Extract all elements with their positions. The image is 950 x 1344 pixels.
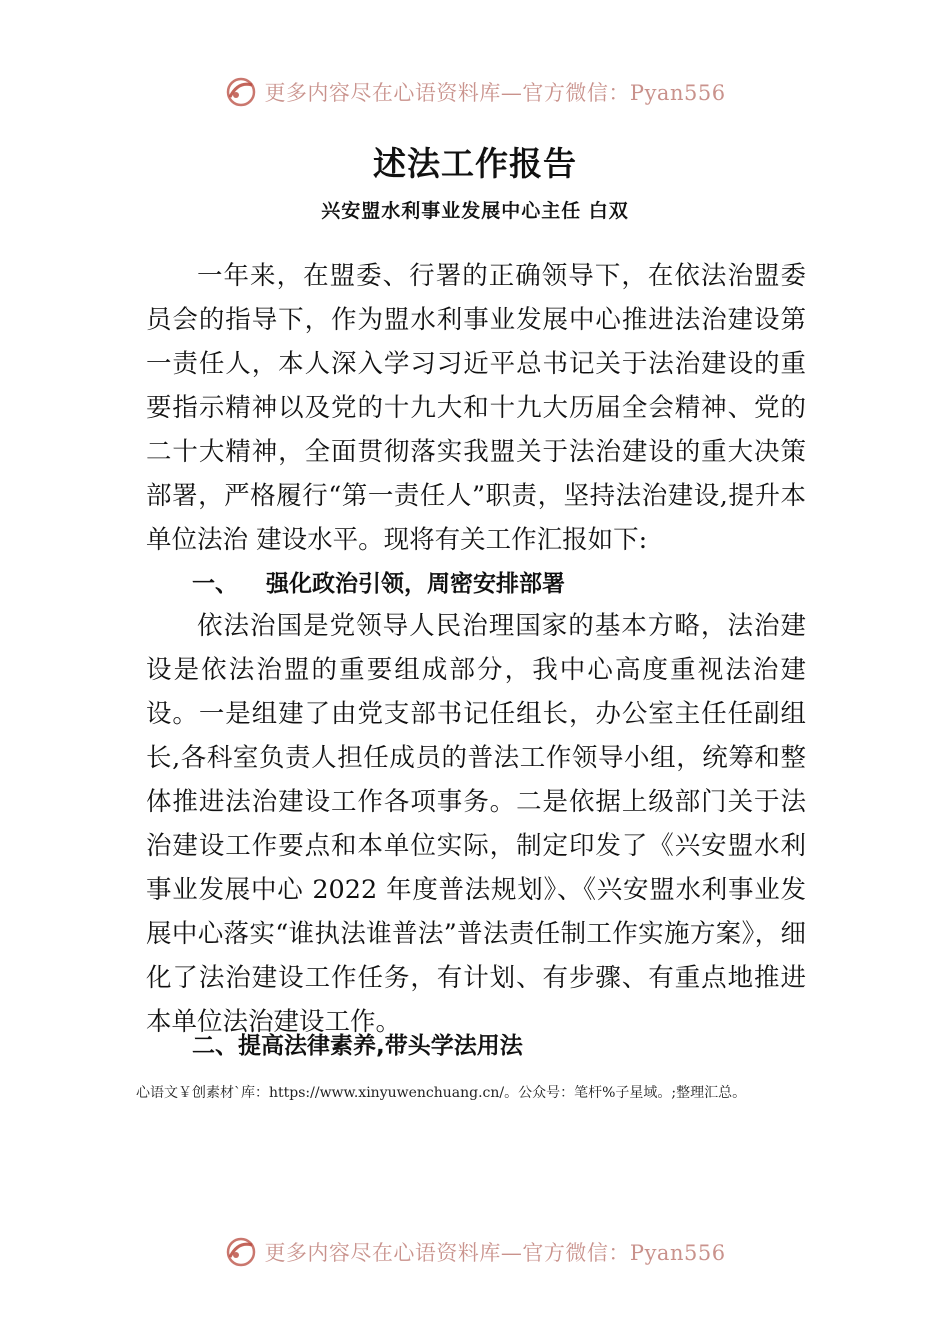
watermark-text: 更多内容尽在心语资料库—官方微信：Pyan556 [264,81,726,105]
section-1-title: 强化政治引领，周密安排部署 [266,571,566,597]
watermark-text: 更多内容尽在心语资料库—官方微信：Pyan556 [264,1241,726,1265]
section-1-number: 一、 [192,571,238,597]
document-subtitle: 兴安盟水利事业发展中心主任 白双 [321,200,629,222]
section-heading-1 [192,565,565,598]
header-watermark [0,72,950,112]
xinyu-logo-icon [224,75,258,109]
section-heading-2: 二、提高法律素养,带头学法用法 [192,1033,523,1059]
paragraph-section-1: 依法治国是党领导人民治理国家的基本方略，法治建设是依法治盟的重要组成部分，我中心高度重视法治建设。一是组建了由党支部书记任组长，办公室主任任副组长,各科室负责人担任成员的普法工作领导小组，统筹和整体推进法治建设工作各项事务。二是依据上级部门关于法治建设工作要点和本单位实际，制定印发了《兴安盟水利事业发展中心 2022 年度普法规划》、《兴安盟水利事业发展中心落实“谁执法谁普法”普法责任制工作实施方案》，细化了法治建设工作任务，有计划、有步骤、有重点地推进本单位法治建设工作。 [146,611,806,1037]
xinyu-logo-icon [224,1235,258,1269]
paragraph-intro: 一年来，在盟委、行署的正确领导下，在依法治盟委员会的指导下，作为盟水利事业发展中心推进法治建设第一责任人，本人深入学习习近平总书记关于法治建设的重要指示精神以及党的十九大和十九大历届全会精神、党的二十大精神，全面贯彻落实我盟关于法治建设的重大决策部署，严格履行“第一责任人”职责，坚持法治建设,提升本单位法治 建设水平。现将有关工作汇报如下: [146,261,806,555]
footer-watermark [0,1232,950,1272]
document-title: 述法工作报告 [373,144,577,183]
source-note: 心语文￥创素材`库：https://www.xinyuwenchuang.cn/。公众号：笔杆%子星域。;整理汇总。 [136,1085,747,1101]
